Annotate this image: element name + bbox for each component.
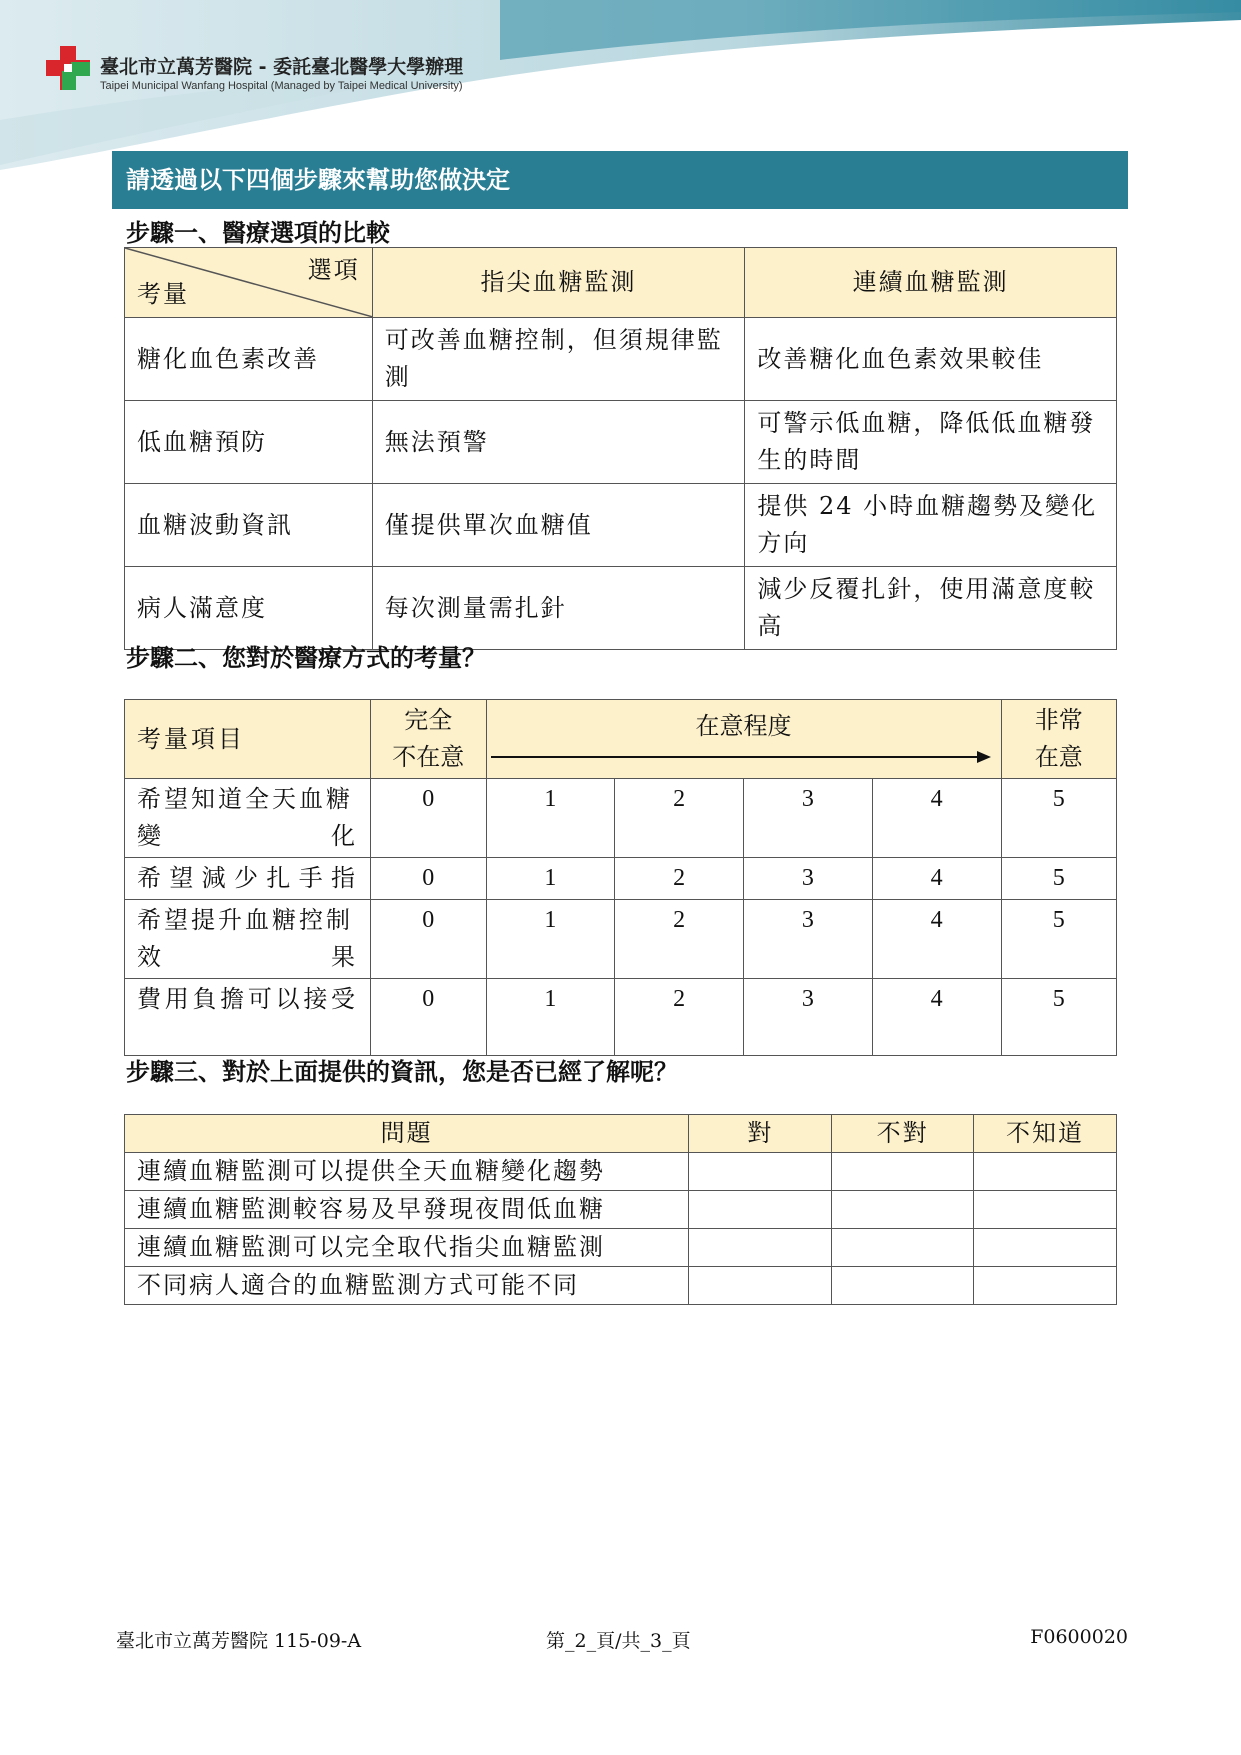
score-3[interactable]: 3 (744, 858, 873, 900)
step3-title: 步驟三、對於上面提供的資訊，您是否已經了解呢？ (126, 1057, 678, 1086)
table-row (125, 979, 1117, 1056)
score-5[interactable]: 5 (1001, 858, 1116, 900)
score-1[interactable]: 1 (486, 900, 615, 979)
consideration-header-row (125, 700, 1117, 779)
header-care-degree (486, 700, 1001, 779)
score-0[interactable]: 0 (371, 858, 486, 900)
row-label: 低血糖預防 (125, 401, 373, 484)
score-0[interactable]: 0 (371, 900, 486, 979)
answer-correct-cell[interactable] (689, 1191, 832, 1229)
score-5[interactable]: 5 (1001, 779, 1116, 858)
step2-title: 步驟二、您對於醫療方式的考量？ (126, 643, 486, 672)
header-item: 考量項目 (125, 700, 371, 779)
row-label: 糖化血色素改善 (125, 318, 373, 401)
header-very-care-line2: 在意 (1034, 743, 1083, 771)
consideration-table (124, 699, 1117, 1056)
header-correct: 對 (689, 1115, 832, 1153)
score-1[interactable]: 1 (486, 858, 615, 900)
header-not-care-line2: 不在意 (392, 743, 465, 771)
table-row (125, 1229, 1117, 1267)
answer-incorrect-cell[interactable] (832, 1267, 974, 1305)
continuous-cell: 可警示低血糖，降低低血糖發生的時間 (745, 401, 1117, 484)
consideration-label: 費用負擔可以接受 (125, 979, 371, 1056)
score-4[interactable]: 4 (872, 900, 1001, 979)
question-text: 連續血糖監測較容易及早發現夜間低血糖 (125, 1191, 689, 1229)
right-arrow-icon (491, 749, 991, 765)
header-not-care (371, 700, 486, 779)
understanding-header-row (125, 1115, 1117, 1153)
score-3[interactable]: 3 (744, 900, 873, 979)
header-question: 問題 (125, 1115, 689, 1153)
table-row (125, 858, 1117, 900)
question-text: 不同病人適合的血糖監測方式可能不同 (125, 1267, 689, 1305)
score-3[interactable]: 3 (744, 779, 873, 858)
diagonal-header-cell (125, 248, 373, 318)
header-unknown: 不知道 (974, 1115, 1117, 1153)
score-2[interactable]: 2 (615, 979, 744, 1056)
score-1[interactable]: 1 (486, 979, 615, 1056)
footer-form-id: 臺北市立萬芳醫院 115-09-A (116, 1630, 362, 1652)
header-very-care (1001, 700, 1116, 779)
table-row (125, 401, 1117, 484)
score-4[interactable]: 4 (872, 979, 1001, 1056)
answer-correct-cell[interactable] (689, 1229, 832, 1267)
header-very-care-line1: 非常 (1034, 706, 1083, 734)
continuous-cell: 改善糖化血色素效果較佳 (745, 318, 1117, 401)
header-incorrect: 不對 (832, 1115, 974, 1153)
score-5[interactable]: 5 (1001, 979, 1116, 1056)
table-row (125, 1267, 1117, 1305)
score-3[interactable]: 3 (744, 979, 873, 1056)
answer-unknown-cell[interactable] (974, 1191, 1117, 1229)
continuous-cell: 減少反覆扎針，使用滿意度較高 (745, 567, 1117, 650)
table-row (125, 318, 1117, 401)
fingertip-cell: 每次測量需扎針 (372, 567, 745, 650)
consideration-label: 希望知道全天血糖變化 (125, 779, 371, 858)
footer-page-number: 第_2_頁/共_3_頁 (546, 1630, 691, 1652)
table-row (125, 1191, 1117, 1229)
question-text: 連續血糖監測可以提供全天血糖變化趨勢 (125, 1153, 689, 1191)
comparison-header-row (125, 248, 1117, 318)
consideration-label: 希望提升血糖控制效果 (125, 900, 371, 979)
answer-unknown-cell[interactable] (974, 1267, 1117, 1305)
care-degree-label: 在意程度 (695, 711, 792, 740)
score-1[interactable]: 1 (486, 779, 615, 858)
score-5[interactable]: 5 (1001, 900, 1116, 979)
corner-options-label: 選項 (307, 256, 360, 284)
table-row (125, 900, 1117, 979)
score-0[interactable]: 0 (371, 779, 486, 858)
hospital-name-english: Taipei Municipal Wanfang Hospital (Managed by Taipei Medical University) (100, 80, 463, 92)
question-text: 連續血糖監測可以完全取代指尖血糖監測 (125, 1229, 689, 1267)
score-4[interactable]: 4 (872, 779, 1001, 858)
col-fingertip: 指尖血糖監測 (372, 248, 745, 318)
score-2[interactable]: 2 (615, 858, 744, 900)
answer-unknown-cell[interactable] (974, 1229, 1117, 1267)
fingertip-cell: 無法預警 (372, 401, 745, 484)
header-not-care-line1: 完全 (404, 706, 453, 734)
comparison-table (124, 247, 1117, 650)
answer-correct-cell[interactable] (689, 1153, 832, 1191)
decision-banner: 請透過以下四個步驟來幫助您做決定 (112, 151, 1128, 209)
answer-correct-cell[interactable] (689, 1267, 832, 1305)
score-4[interactable]: 4 (872, 858, 1001, 900)
answer-unknown-cell[interactable] (974, 1153, 1117, 1191)
answer-incorrect-cell[interactable] (832, 1153, 974, 1191)
answer-incorrect-cell[interactable] (832, 1191, 974, 1229)
score-2[interactable]: 2 (615, 779, 744, 858)
hospital-name: 臺北市立萬芳醫院 - 委託臺北醫學大學辦理 (100, 56, 464, 78)
hospital-cross-logo (44, 44, 92, 92)
col-continuous: 連續血糖監測 (745, 248, 1117, 318)
answer-incorrect-cell[interactable] (832, 1229, 974, 1267)
table-row (125, 779, 1117, 858)
score-0[interactable]: 0 (371, 979, 486, 1056)
fingertip-cell: 可改善血糖控制，但須規律監測 (372, 318, 745, 401)
score-2[interactable]: 2 (615, 900, 744, 979)
row-label: 血糖波動資訊 (125, 484, 373, 567)
row-label: 病人滿意度 (125, 567, 373, 650)
step1-title: 步驟一、醫療選項的比較 (126, 218, 390, 247)
continuous-cell: 提供 24 小時血糖趨勢及變化方向 (745, 484, 1117, 567)
footer-form-code: F0600020 (1030, 1626, 1128, 1648)
table-row (125, 1153, 1117, 1191)
understanding-table (124, 1114, 1117, 1305)
consideration-label: 希望減少扎手指 (125, 858, 371, 900)
fingertip-cell: 僅提供單次血糖值 (372, 484, 745, 567)
table-row (125, 484, 1117, 567)
corner-consider-label: 考量 (137, 280, 189, 308)
